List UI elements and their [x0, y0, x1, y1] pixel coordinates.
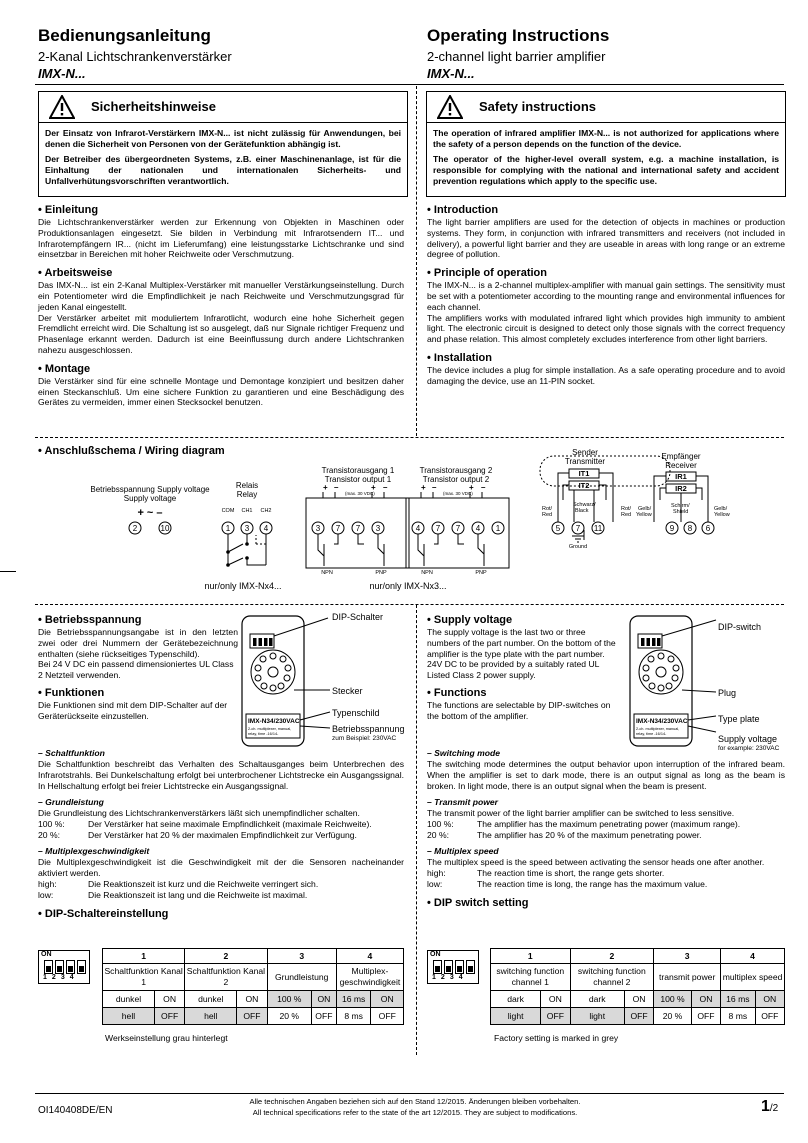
svg-text:+: +: [469, 483, 474, 492]
de-mx-r1-value: Die Reaktionszeit ist kurz und die Reichweite verringert sich.: [88, 878, 319, 889]
svg-text:Gelb/: Gelb/: [714, 506, 728, 512]
fig-volt-label-de: Betriebsspannung: [332, 724, 405, 734]
fig-volt-label-en: Supply voltage: [718, 734, 778, 744]
fig-dip-label-en: DIP-switch: [718, 622, 762, 632]
en-gl-r1-key: 100 %:: [427, 819, 454, 830]
svg-text:Red: Red: [621, 512, 632, 518]
de-work-text1: Das IMX-N... ist ein 2-Kanal Multiplex-Verstärker mit manueller Verstärkungseinstellung. Durch ein Potentiometer wird die Empfindlichkeit je nach Reichweite und Verschmutzungsgrad für jeden Kanal eingestellt.: [38, 280, 404, 312]
fold-mark: [0, 571, 16, 572]
en-title: Operating Instructions: [427, 26, 610, 45]
svg-text:–: –: [432, 483, 437, 492]
fig-volt2-label-de: zum Beispiel: 230VAC: [332, 735, 397, 742]
en-supply-section: [427, 614, 621, 722]
center-divider-bottom: [416, 605, 417, 1055]
svg-text:(max. 30 VDC): (max. 30 VDC): [443, 491, 473, 496]
de-supply-section: [38, 614, 238, 722]
table-row: light OFF light OFF 20 % OFF 8 ms OFF: [491, 1008, 785, 1025]
svg-text:3: 3: [375, 524, 381, 533]
svg-text:CH1: CH1: [241, 508, 253, 514]
center-divider-top: [416, 86, 417, 436]
svg-text:Transistor output 1: Transistor output 1: [324, 475, 392, 484]
en-gl-text: The transmit power of the light barrier amplifier can be switched to less sensitive.: [427, 808, 735, 819]
svg-text:Ground: Ground: [568, 544, 588, 550]
de-intro-text: Die Lichtschrankenverstärker werden zur Erkennung von Objekten in Maschinen oder Produktionsanlagen eingesetzt. Sie bilden in Verbindung mit Infrarotsendern IT... und Infrarotempfängern IR... (nicht im Lieferumfang) eine leistungsstarke Lichtschranke und sind einsetzbar in Bereichen mit hoher Reichweite oder Verschmutzung.: [38, 217, 404, 260]
dip-switch-icon-de: ON 1234: [38, 950, 90, 984]
table-row: dunkel ON dunkel ON 100 % ON 16 ms ON: [103, 991, 404, 1008]
de-dip-heading: • DIP-Schaltereinstellung: [38, 908, 169, 921]
en-work-heading: • Principle of operation: [427, 267, 547, 280]
de-mx-heading: – Multiplexgeschwindigkeit: [38, 846, 150, 857]
fig-type-label-en: Type plate: [718, 714, 760, 724]
svg-text:+: +: [323, 483, 328, 492]
svg-text:7: 7: [575, 524, 581, 533]
fig-plug-label-en: Plug: [718, 688, 737, 698]
table-row: dark ON dark ON 100 % ON 16 ms ON: [491, 991, 785, 1008]
de-mx-r1-key: high:: [38, 878, 57, 889]
svg-text:–: –: [383, 483, 388, 492]
svg-text:relay, time -16/14-: relay, time -16/14-: [636, 732, 667, 736]
de-mx-r2-value: Die Reaktionszeit ist lang und die Reichweite ist maximal.: [88, 889, 308, 900]
doc-code: OI140408DE/EN: [38, 1105, 113, 1116]
warning-icon: [49, 95, 75, 119]
svg-text:6: 6: [705, 524, 711, 533]
en-mx-text: The multiplex speed is the speed between activating the sensor heads one after another.: [427, 857, 765, 868]
svg-text:–: –: [334, 483, 339, 492]
svg-text:Sender: Sender: [572, 448, 598, 457]
safety-de-p1: Der Einsatz von Infrarot-Verstärkern IMX-N... ist nicht zulässig für Anwendungen, bei denen die Sicherheit von Personen von der Gerätefunktion abhängig ist.: [45, 128, 401, 149]
en-supply-heading: • Supply voltage: [427, 614, 513, 626]
de-subtitle: 2-Kanal Lichtschrankenverstärker: [38, 49, 232, 64]
footer-rule: [35, 1093, 784, 1094]
svg-text:IMX-N34/230VAC: IMX-N34/230VAC: [248, 718, 300, 725]
de-intro-section: [38, 204, 404, 408]
svg-text:Transistorausgang 1: Transistorausgang 1: [321, 466, 395, 475]
en-functions-section: [427, 748, 785, 910]
safety-box-en: [426, 91, 786, 197]
en-mount-heading: • Installation: [427, 351, 492, 364]
svg-text:IR1: IR1: [675, 472, 687, 481]
svg-text:7: 7: [435, 524, 441, 533]
en-gl-heading: – Transmit power: [427, 797, 498, 808]
footer-line-en: All technical specifications refer to the state of the art 12/2015. They are subject to modifications.: [252, 1108, 578, 1117]
svg-text:Black: Black: [575, 508, 589, 514]
wiring-diagram: [38, 440, 784, 600]
svg-text:IT2: IT2: [578, 481, 590, 490]
svg-text:Supply voltage: Supply voltage: [123, 494, 177, 503]
de-work-text2: Der Verstärker arbeitet mit moduliertem Infrarotlicht, wodurch eine hohe Sicherheit gegen Fremdlicht erreicht wird. Die Schaltung ist so ausgelegt, daß nur Signale richtiger Frequenz und Phasenlage erkannt werden. Dadurch ist eine Beeinflussung durch andere Lichtschranken nahezu ausgeschlossen.: [38, 312, 404, 355]
en-gl-r2-key: 20 %:: [427, 829, 449, 840]
safety-de-p2: Der Betreiber des übergeordneten Systems, z.B. einer Maschinenanlage, ist für die Einhaltung der nationalen und internationalen Sicherheits- und Unfallverhütungsvorschriften verantwortlich.: [45, 154, 401, 186]
dip-on-label: ON: [41, 951, 52, 958]
en-sw-text: The switching mode determines the output behavior upon interruption of the infrared beam. When the amplifier is set to dark mode, there is an output signal as long as the beam is broken. In light mode, there is an output signal when the beam is present.: [427, 759, 785, 791]
safety-en-p2: The operator of the higher-level overall system, e.g. a machine installation, is responsible for complying with the national and international safety and accident prevention regulations which apply to the specific use.: [433, 154, 779, 186]
fig-plug-label-de: Stecker: [332, 686, 363, 696]
svg-text:Relais: Relais: [235, 481, 259, 490]
en-mx-r1-value: The reaction time is short, the range gets shorter.: [477, 868, 665, 879]
en-mx-r2-value: The reaction time is long, the range has the maximum value.: [477, 878, 708, 889]
en-supply-text1: The supply voltage is the last two or three numbers of the part number. On the bottom of the amplifier is the type plate with the part number.: [427, 627, 616, 659]
safety-title-de: Sicherheitshinweise: [91, 99, 216, 114]
de-func-heading: • Funktionen: [38, 686, 105, 699]
de-supply-heading: • Betriebsspannung: [38, 614, 142, 626]
svg-text:7: 7: [355, 524, 361, 533]
en-dip-note: Factory setting is marked in grey: [494, 1033, 619, 1043]
svg-text:Rot/: Rot/: [542, 506, 553, 512]
de-model: IMX-N...: [38, 66, 86, 81]
de-work-heading: • Arbeitsweise: [38, 267, 113, 280]
en-mx-heading: – Multiplex speed: [427, 846, 499, 857]
svg-text:10: 10: [160, 524, 170, 533]
svg-text:1: 1: [225, 524, 231, 533]
fig-type-label-de: Typenschild: [332, 708, 380, 718]
de-supply-text2: Bei 24 V DC ein passend dimensioniertes UL Class 2 Netzteil verwenden.: [38, 659, 234, 681]
de-supply-text1: Die Betriebsspannungsangabe ist in den letzten zwei oder drei Nummern der Gerätebezeichnung enthalten (siehe rückseitiges Typenschild).: [38, 627, 238, 659]
warning-icon: [437, 95, 463, 119]
de-gl-r2-key: 20 %:: [38, 829, 60, 840]
svg-text:+: +: [421, 483, 426, 492]
header-rule: [35, 84, 784, 85]
dip-table-de: 1 2 3 4 Schaltfunktion Kanal 1 Schaltfunktion Kanal 2 Grundleistung Multiplex-geschwindigkeit dunkel ON dunkel ON 100 % ON 16 ms ON hell OFF hell OFF 20 % OFF 8 ms OFF: [102, 948, 404, 1025]
dip-table-en: 1 2 3 4 switching function channel 1 switching function channel 2 transmit power multiplex speed dark ON dark ON 100 % ON 16 ms ON light OFF light OFF 20 % OFF 8 ms OFF: [490, 948, 785, 1025]
svg-text:3: 3: [244, 524, 250, 533]
svg-text:nur/only IMX-Nx3...: nur/only IMX-Nx3...: [369, 581, 447, 591]
de-gl-r1-key: 100 %:: [38, 819, 65, 830]
de-gl-text: Die Grundleistung des Lichtschrankenverstärkers läßt sich unempfindlicher schalten.: [38, 808, 360, 819]
en-func-text: The functions are selectable by DIP-switches on the bottom of the amplifier.: [427, 699, 611, 721]
de-mx-text: Die Multiplexgeschwindigkeit ist die Geschwindigkeit mit der die Sensoren nacheinander aktiviert werden.: [38, 857, 404, 879]
de-dip-note: Werkseinstellung grau hinterlegt: [105, 1033, 228, 1043]
svg-text:4: 4: [475, 524, 481, 533]
de-gl-r2-value: Der Verstärker hat 20 % der maximalen Empfindlichkeit zur Verfügung.: [88, 829, 357, 840]
svg-text:Rot/: Rot/: [621, 506, 632, 512]
svg-text:–: –: [481, 483, 486, 492]
svg-text:Transistorausgang 2: Transistorausgang 2: [419, 466, 493, 475]
en-dip-heading: • DIP switch setting: [427, 897, 529, 910]
en-mount-text: The device includes a plug for simple installation. As a safe operating procedure and to avoid damaging the device, use an 11-PIN socket.: [427, 364, 785, 386]
svg-text:Transistor output 2: Transistor output 2: [422, 475, 490, 484]
en-intro-section: [427, 204, 785, 387]
de-sw-heading: – Schaltfunktion: [38, 748, 105, 758]
fig-dip-label-de: DIP-Schalter: [332, 612, 384, 622]
en-subtitle: 2-channel light barrier amplifier: [427, 49, 606, 64]
svg-text:Yellow: Yellow: [714, 512, 730, 518]
svg-text:IT1: IT1: [578, 469, 590, 478]
svg-text:1: 1: [495, 524, 501, 533]
svg-text:PNP: PNP: [375, 570, 387, 576]
table-row: hell OFF hell OFF 20 % OFF 8 ms OFF: [103, 1008, 404, 1025]
svg-text:PNP: PNP: [475, 570, 487, 576]
svg-text:5: 5: [555, 524, 561, 533]
de-title: Bedienungsanleitung: [38, 26, 211, 45]
de-gl-r1-value: Der Verstärker hat seine maximale Empfindlichkeit (maximale Reichweite).: [88, 819, 372, 830]
device-figure-en: [628, 612, 788, 752]
svg-text:7: 7: [455, 524, 461, 533]
en-supply-text2: 24V DC to be provided by a suitably rated UL Listed Class 2 power supply.: [427, 659, 600, 681]
svg-text:Yellow: Yellow: [636, 512, 652, 518]
en-mx-r2-key: low:: [427, 878, 443, 889]
svg-text:2: 2: [132, 524, 138, 533]
svg-text:(max. 30 VDC): (max. 30 VDC): [345, 491, 375, 496]
svg-text:7: 7: [335, 524, 341, 533]
svg-text:NPN: NPN: [321, 570, 333, 576]
svg-text:Receiver: Receiver: [665, 461, 697, 470]
svg-text:Transmitter: Transmitter: [564, 457, 606, 466]
svg-text:Empfänger: Empfänger: [661, 452, 701, 461]
svg-text:COM: COM: [221, 508, 235, 514]
svg-text:Schwarz/: Schwarz/: [573, 502, 596, 508]
svg-text:Red: Red: [542, 512, 553, 518]
svg-text:11: 11: [593, 524, 603, 533]
safety-title-en: Safety instructions: [479, 99, 597, 114]
svg-text:2-ch. multiplexer, manual,: 2-ch. multiplexer, manual,: [248, 727, 292, 731]
en-work-text2: The amplifiers works with modulated infrared light which provides high immunity to ambient light. The electronic circuit is designed to detect only those signals with the correct frequency and phase relation. This almost completely excludes interference from other light barriers.: [427, 312, 785, 345]
svg-text:NPN: NPN: [421, 570, 433, 576]
de-mx-r2-key: low:: [38, 889, 54, 900]
svg-text:IMX-N34/230VAC: IMX-N34/230VAC: [636, 718, 688, 725]
footer-line-de: Alle technischen Angaben beziehen sich auf den Stand 12/2015. Änderungen bleiben vorbehalten.: [249, 1097, 581, 1106]
section-divider-2: [35, 604, 784, 605]
en-intro-text: The light barrier amplifiers are used for the detection of objects in machines or production systems. They form, in conjunction with infrared transmitters and receivers (not included in delivery), a powerful light barrier and they are useable in areas with long range or an extreme degree of pollution.: [427, 217, 785, 260]
svg-text:Gelb/: Gelb/: [638, 506, 652, 512]
safety-box-de: [38, 91, 408, 197]
en-mx-r1-key: high:: [427, 868, 446, 879]
de-mount-heading: • Montage: [38, 362, 91, 375]
en-gl-r2-value: The amplifier has 20 % of the maximum penetrating power.: [477, 829, 702, 840]
de-sw-text: Die Schaltfunktion beschreibt das Verhalten des Schaltausganges beim Unterbrechen des Infrarotstrahls. Bei Dunkelschaltung erfolgt bei unterbrochener Lichtstrecke ein Ausgangssignal. In Hellschaltung erfolgt bei freier Lichtstrecke ein Ausgangssignal.: [38, 759, 404, 791]
en-func-heading: • Functions: [427, 686, 487, 699]
en-intro-heading: • Introduction: [427, 204, 499, 216]
de-gl-heading: – Grundleistung: [38, 797, 104, 808]
section-divider-1: [35, 437, 784, 438]
svg-text:4: 4: [415, 524, 421, 533]
svg-text:3: 3: [315, 524, 321, 533]
wiring-title: • Anschlußschema / Wiring diagram: [38, 445, 225, 457]
svg-text:9: 9: [669, 524, 675, 533]
svg-text:+ ~ –: + ~ –: [137, 507, 163, 519]
svg-text:Schirm/: Schirm/: [671, 503, 690, 509]
en-sw-heading: – Switching mode: [427, 748, 501, 758]
safety-en-p1: The operation of infrared amplifier IMX-N... is not authorized for applications where the safety of a person depends on the function of the device.: [433, 128, 779, 149]
page-number: 1/2: [761, 1098, 779, 1115]
de-func-text: Die Funktionen sind mit dem DIP-Schalter auf der Geräterückseite einzustellen.: [38, 699, 228, 721]
svg-text:Relay: Relay: [236, 490, 258, 499]
dip-switch-icon-en: ON 1234: [427, 950, 479, 984]
en-model: IMX-N...: [427, 66, 475, 81]
de-intro-heading: • Einleitung: [38, 204, 99, 216]
en-work-text1: The IMX-N... is a 2-channel multiplex-amplifier with manual gain settings. The sensitivity must be set with a potentiometer according to the mounting range and environmental influences for each channel.: [427, 280, 785, 312]
en-gl-r1-value: The amplifier has the maximum penetrating power (maximum range).: [477, 819, 741, 830]
svg-text:4: 4: [263, 524, 269, 533]
svg-text:CH2: CH2: [260, 508, 272, 514]
svg-text:2-ch. multiplexer, manual,: 2-ch. multiplexer, manual,: [636, 727, 680, 731]
svg-text:Shield: Shield: [673, 509, 689, 515]
supply-label-1: Betriebsspannung Supply voltage: [90, 485, 210, 494]
de-functions-section: [38, 748, 404, 921]
fig-volt2-label-en: for example: 230VAC: [718, 745, 780, 752]
svg-text:nur/only IMX-Nx4...: nur/only IMX-Nx4...: [204, 581, 282, 591]
de-mount-text: Die Verstärker sind für eine schnelle Montage und Demontage konzipiert und besitzen daher einen Steckanschluß. Um eine sichere Funktion zu garantieren und eine Beschädigung des Gerätes zu vermeiden, immer einen Stecksockel benutzen.: [38, 375, 404, 408]
svg-text:8: 8: [687, 524, 693, 533]
svg-text:+: +: [371, 483, 376, 492]
svg-text:relay, time -16/14-: relay, time -16/14-: [248, 732, 279, 736]
svg-text:IR2: IR2: [675, 484, 687, 493]
